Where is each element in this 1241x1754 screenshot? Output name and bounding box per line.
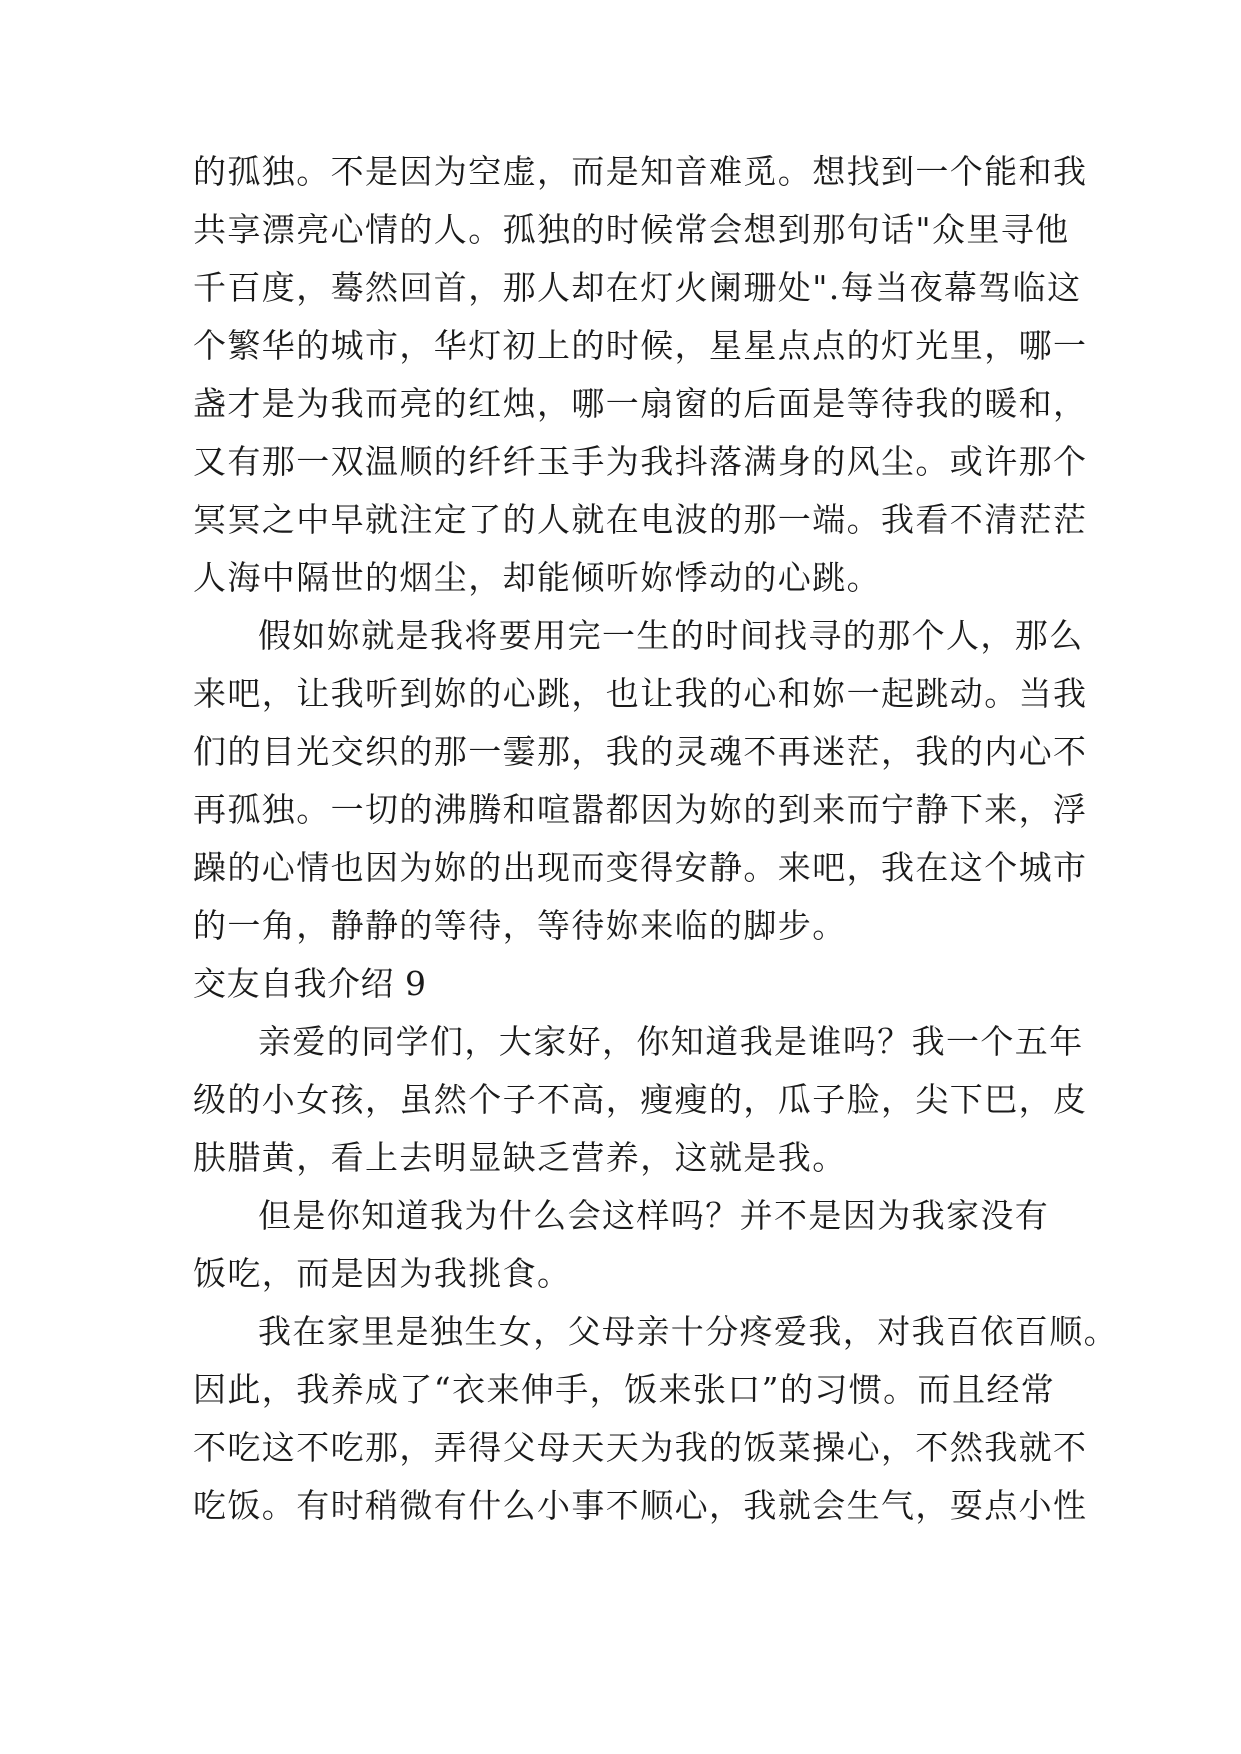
paragraph-line: 肤腊黄，看上去明显缺乏营养，这就是我。 xyxy=(193,1138,847,1177)
paragraph-line: 吃饭。有时稍微有什么小事不顺心，我就会生气，耍点小性 xyxy=(193,1486,1088,1525)
paragraph-line: 再孤独。一切的沸腾和喧嚣都因为妳的到来而宁静下来，浮 xyxy=(193,790,1088,829)
paragraph-line: 因此，我养成了“衣来伸手，饭来张口”的习惯。而且经常 xyxy=(193,1370,1056,1409)
paragraph-line: 又有那一双温顺的纤纤玉手为我抖落满身的风尘。或许那个 xyxy=(193,442,1088,481)
paragraph-line: 冥冥之中早就注定了的人就在电波的那一端。我看不清茫茫 xyxy=(193,500,1088,539)
paragraph-line: 们的目光交织的那一霎那，我的灵魂不再迷茫，我的内心不 xyxy=(193,732,1088,771)
section-heading: 交友自我介绍 9 xyxy=(193,964,427,1003)
paragraph-line: 不吃这不吃那，弄得父母天天为我的饭菜操心，不然我就不 xyxy=(193,1428,1088,1467)
paragraph-line: 级的小女孩，虽然个子不高，瘦瘦的，瓜子脸，尖下巴，皮 xyxy=(193,1080,1088,1119)
paragraph-line: 共享漂亮心情的人。孤独的时候常会想到那句话"众里寻他 xyxy=(193,210,1070,249)
paragraph-line: 来吧，让我听到妳的心跳，也让我的心和妳一起跳动。当我 xyxy=(193,674,1088,713)
paragraph-line: 千百度，蓦然回首，那人却在灯火阑珊处".每当夜幕驾临这 xyxy=(193,268,1082,307)
paragraph-first-line: 但是你知道我为什么会这样吗？并不是因为我家没有 xyxy=(258,1196,1050,1235)
paragraph-first-line: 假如妳就是我将要用完一生的时间找寻的那个人，那么 xyxy=(258,616,1084,655)
paragraph-line: 的孤独。不是因为空虚，而是知音难觅。想找到一个能和我 xyxy=(193,152,1088,191)
paragraph-line: 盏才是为我而亮的红烛，哪一扇窗的后面是等待我的暖和， xyxy=(193,384,1088,423)
paragraph-line: 个繁华的城市，华灯初上的时候，星星点点的灯光里，哪一 xyxy=(193,326,1088,365)
paragraph-line: 躁的心情也因为妳的出现而变得安静。来吧，我在这个城市 xyxy=(193,848,1088,887)
paragraph-line: 饭吃，而是因为我挑食。 xyxy=(193,1254,572,1293)
paragraph-first-line: 我在家里是独生女，父母亲十分疼爱我，对我百依百顺。 xyxy=(258,1312,1118,1351)
paragraph-line: 的一角，静静的等待，等待妳来临的脚步。 xyxy=(193,906,847,945)
paragraph-first-line: 亲爱的同学们，大家好，你知道我是谁吗？我一个五年 xyxy=(258,1022,1084,1061)
paragraph-line: 人海中隔世的烟尘，却能倾听妳悸动的心跳。 xyxy=(193,558,881,597)
